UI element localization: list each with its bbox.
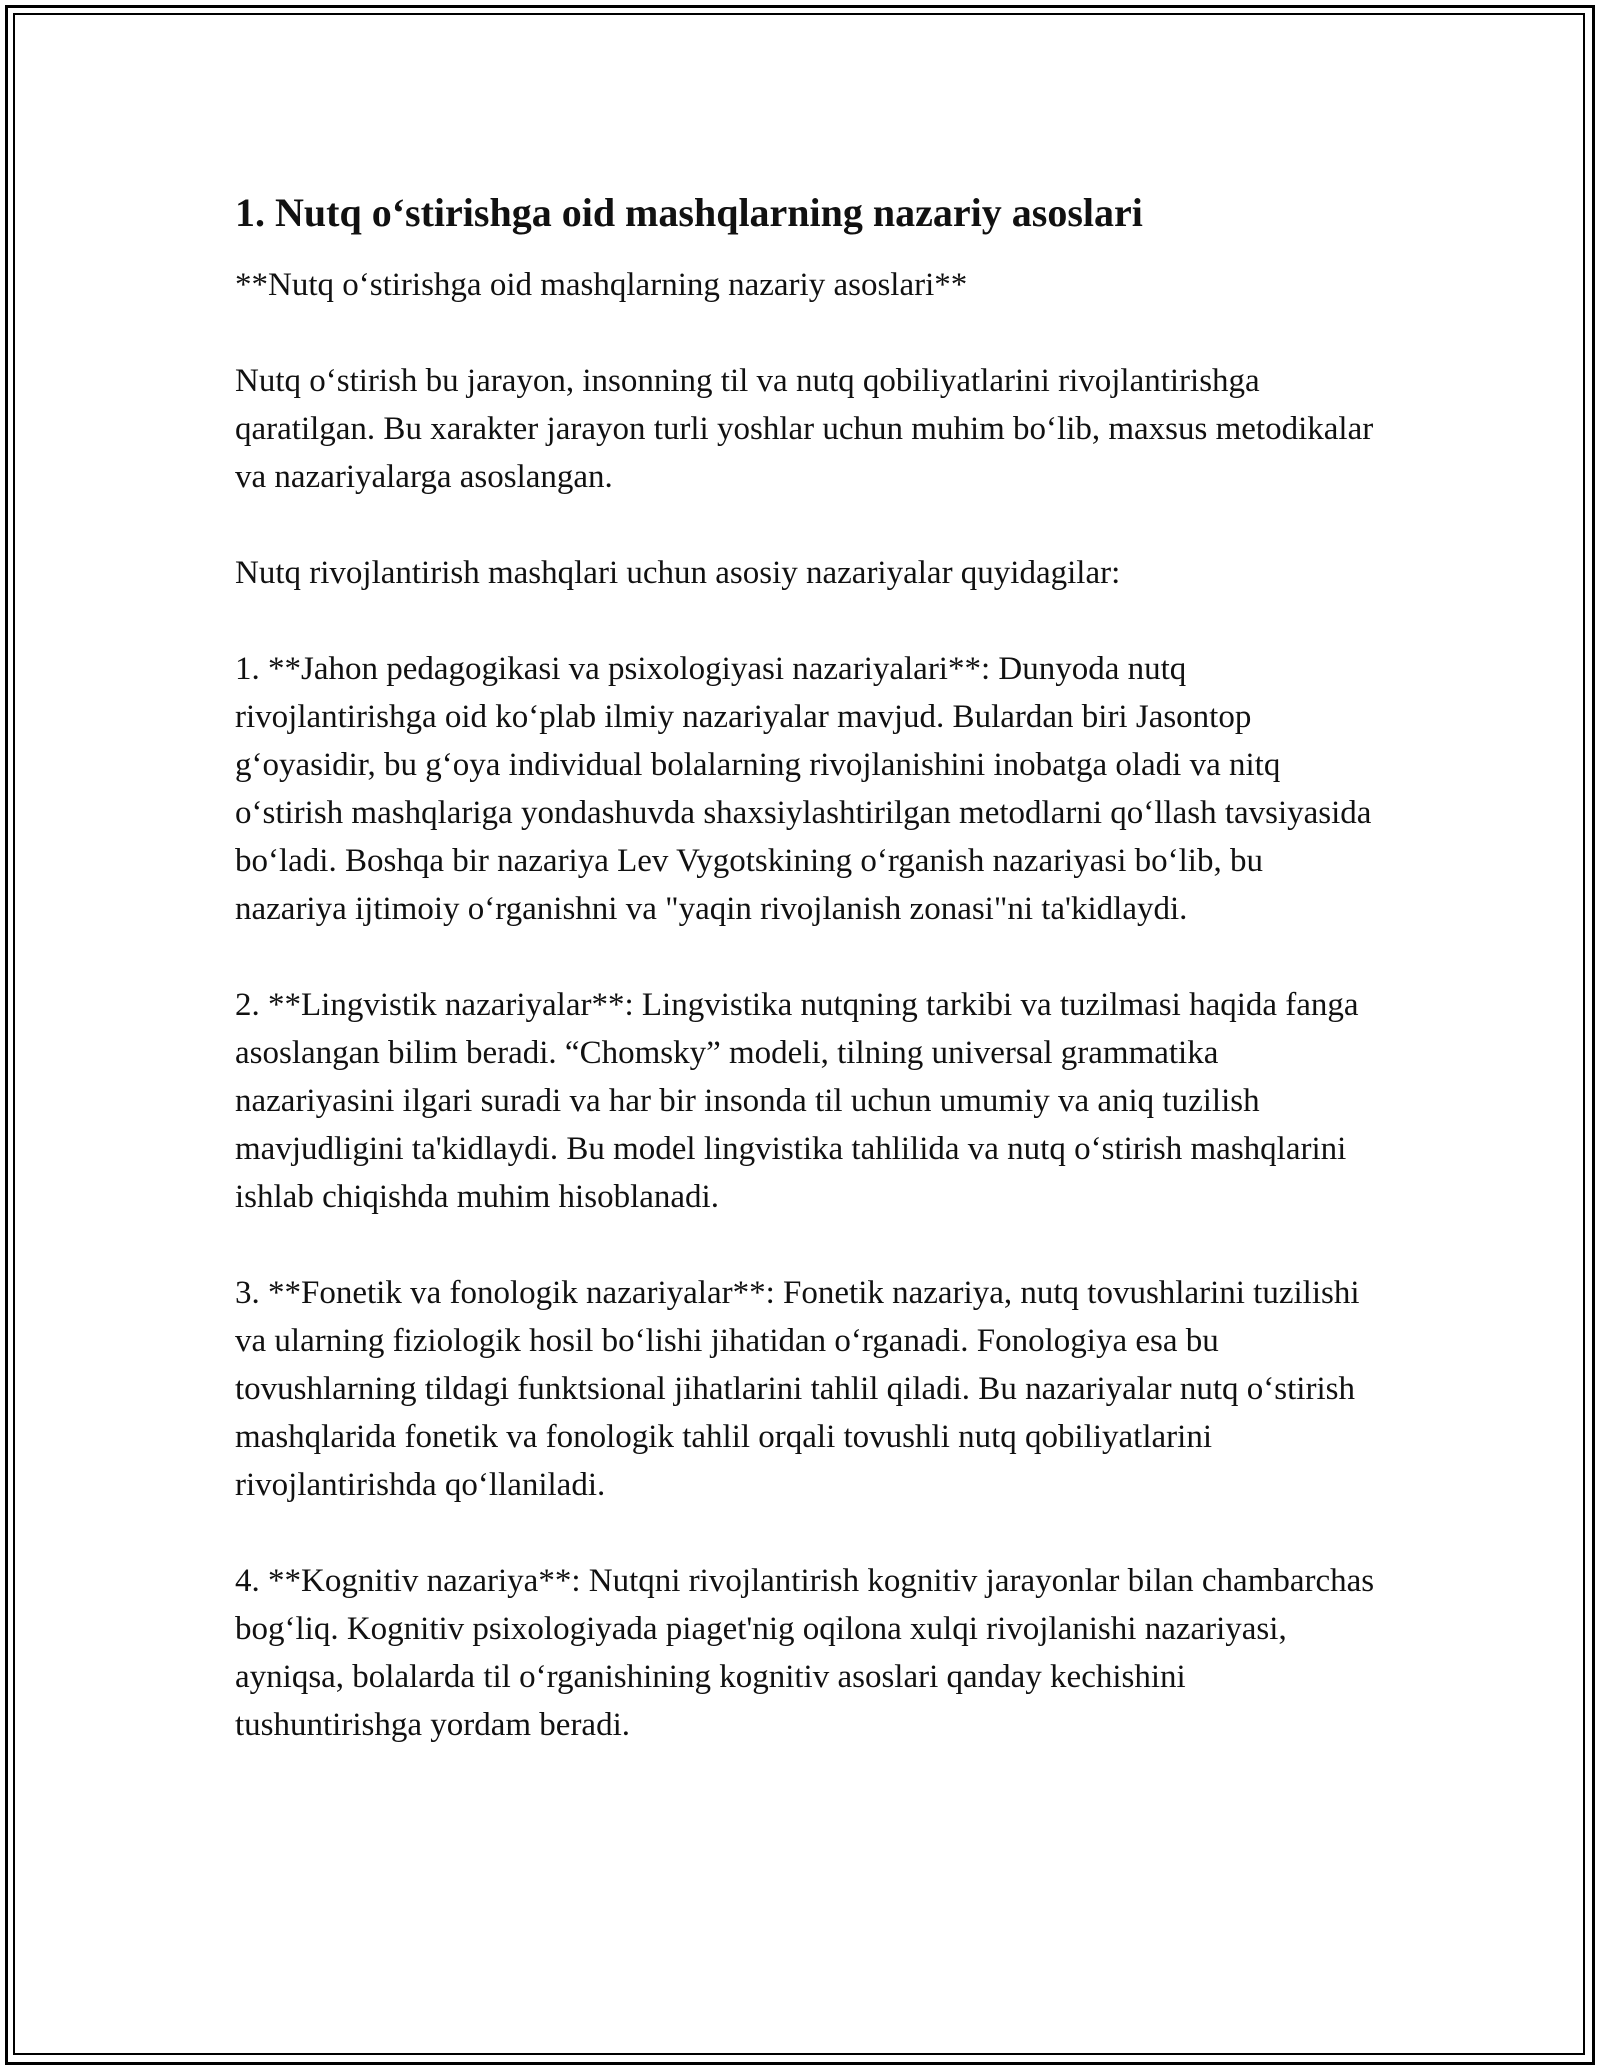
- theory-item-1: 1. **Jahon pedagogikasi va psixologiyasi nazariyalari**: Dunyoda nutq rivojlantirishga oid ko‘plab ilmiy nazariyalar mavjud. Bulardan biri Jasontop g‘oyasidir, bu g‘oya individual bolalarning rivojlanishini inobatga oladi va nitq o‘stirish mashqlariga yondashuvda shaxsiylashtirilgan metodlarni qo‘llash tavsiyasida bo‘ladi. Boshqa bir nazariya Lev Vygotskining o‘rganish nazariyasi bo‘lib, bu nazariya ijtimoiy o‘rganishni va "yaqin rivojlanish zonasi"ni ta'kidlaydi.: [235, 651, 1372, 927]
- document-body: [235, 185, 1375, 1797]
- theory-item-4: 4. **Kognitiv nazariya**: Nutqni rivojlantirish kognitiv jarayonlar bilan chambarchas bog‘liq. Kognitiv psixologiyada piaget'nig oqilona xulqi rivojlanishi nazariyasi, ayniqsa, bolalarda til o‘rganishining kognitiv asoslari qanday kechishini tushuntirishga yordam beradi.: [235, 1563, 1375, 1743]
- document-title: 1. Nutq o‘stirishga oid mashqlarning nazariy asoslari: [235, 190, 1143, 235]
- theories-lead-paragraph: Nutq rivojlantirish mashqlari uchun asosiy nazariyalar quyidagilar:: [235, 555, 1121, 591]
- theory-item-2: 2. **Lingvistik nazariyalar**: Lingvistika nutqning tarkibi va tuzilmasi haqida fanga asoslangan bilim beradi. “Chomsky” modeli, tilning universal grammatika nazariyasini ilgari suradi va har bir insonda til uchun umumiy va aniq tuzilish mavjudligini ta'kidlaydi. Bu model lingvistika tahlilida va nutq o‘stirish mashqlarini ishlab chiqishda muhim hisoblanadi.: [235, 987, 1359, 1215]
- intro-paragraph: Nutq o‘stirish bu jarayon, insonning til va nutq qobiliyatlarini rivojlantirishga qaratilgan. Bu xarakter jarayon turli yoshlar uchun muhim bo‘lib, maxsus metodikalar va nazariyalarga asoslangan.: [235, 363, 1374, 495]
- section-subtitle: **Nutq o‘stirishga oid mashqlarning nazariy asoslari**: [235, 267, 968, 303]
- theory-item-3: 3. **Fonetik va fonologik nazariyalar**: Fonetik nazariya, nutq tovushlarini tuzilishi va ularning fiziologik hosil bo‘lishi jihatidan o‘rganadi. Fonologiya esa bu tovushlarning tildagi funktsional jihatlarini tahlil qiladi. Bu nazariyalar nutq o‘stirish mashqlarida fonetik va fonologik tahlil orqali tovushli nutq qobiliyatlarini rivojlantirishda qo‘llaniladi.: [235, 1275, 1360, 1503]
